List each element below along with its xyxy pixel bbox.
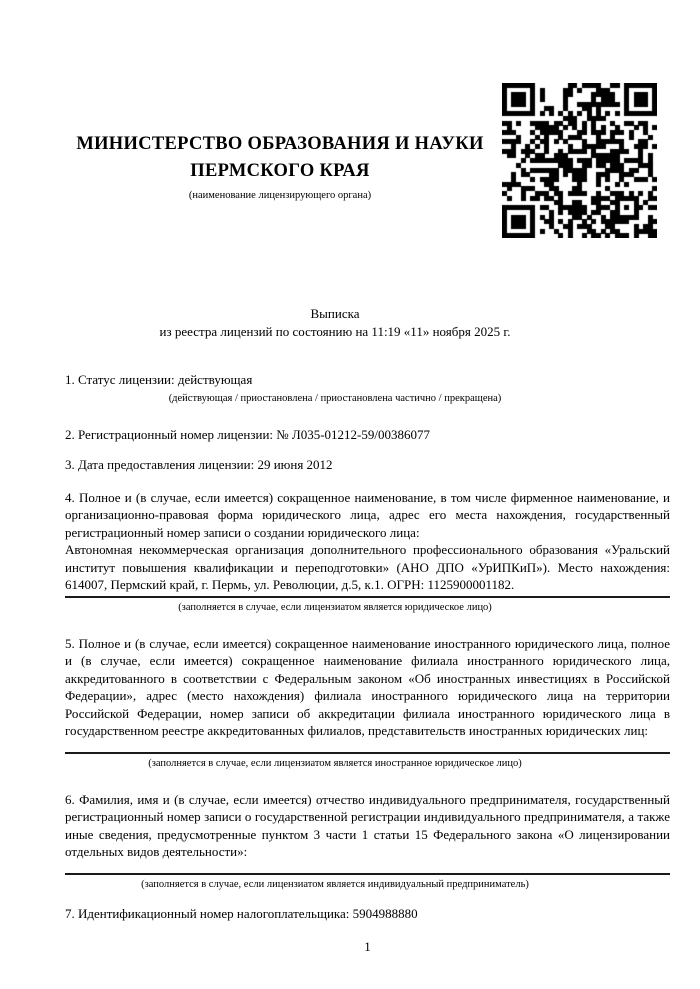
document-body	[0, 305, 700, 956]
ministry-name-line1: МИНИСТЕРСТВО ОБРАЗОВАНИЯ И НАУКИ	[76, 134, 484, 154]
page-number: 1	[364, 939, 371, 954]
registration-number-text: 2. Регистрационный номер лицензии: № Л035-01212-59/00386077	[65, 426, 431, 442]
license-date-text: 3. Дата предоставления лицензии: 29 июня 2012	[65, 457, 333, 472]
section-license-status	[65, 371, 670, 405]
foreign-entity-caption: (заполняется в случае, если лицензиатом является иностранное юридическое лицо)	[148, 757, 522, 769]
individual-entrepreneur-intro: 6. Фамилия, имя и (в случае, если имеется) отчество индивидуального предпринимателя, государственный регистрационный номер записи о государственной регистрации индивидуального предпринимателя, а также иные сведения, предусмотренные пунктом 3 части 1 статьи 15 Федерального закона «О лицензировании отдельных видов деятельности»:	[65, 791, 670, 859]
section-license-date	[65, 456, 670, 474]
foreign-entity-intro: 5. Полное и (в случае, если имеется) сокращенное наименование иностранного юридического лица, полное и (в случае, если имеется) сокращенное наименование филиала иностранного юридического лица, аккредитованного в соответствии с Федеральным законом «Об иностранных инвестициях в Российской Федерации», адрес (место нахождения) филиала иностранного юридического лица на территории Российской Федерации, номер записи об аккредитации филиала иностранного юридического лица в государственном реестре аккредитованных филиалов, представительств иностранных юридических лиц:	[65, 635, 670, 738]
license-status-text: 1. Статус лицензии: действующая	[65, 372, 253, 387]
document-title-line2: из реестра лицензий по состоянию на 11:19 «11» ноября 2025 г.	[159, 323, 511, 339]
license-status-caption: (действующая / приостановлена / приостановлена частично / прекращена)	[168, 392, 502, 404]
document-title-line1: Выписка	[310, 306, 360, 321]
qr-code-icon	[502, 83, 657, 238]
section-individual-entrepreneur	[65, 791, 670, 891]
ministry-name-line2: ПЕРМСКОГО КРАЯ	[190, 161, 370, 181]
section-legal-entity	[65, 489, 670, 614]
legal-entity-value: Автономная некоммерческая организация дополнительного профессионального образования «Уральский институт повышения квалификации и переподготовки» (АНО ДПО «УрИПКиП»). Место нахождения: 614007, Пермский край, г. Пермь, ул. Революции, д.5, к.1. ОГРН: 1125900001182.	[65, 541, 670, 598]
section-registration-number	[65, 426, 670, 444]
legal-entity-intro: 4. Полное и (в случае, если имеется) сокращенное наименование, в том числе фирменное наименование, и организационно-правовая форма юридического лица, адрес его места нахождения, государственный регистрационный номер записи о создании юридического лица:	[65, 489, 670, 540]
document-title	[65, 305, 605, 340]
section-taxpayer-id	[65, 905, 670, 923]
ministry-name-caption: (наименование лицензирующего органа)	[188, 190, 372, 201]
legal-entity-caption: (заполняется в случае, если лицензиатом является юридическое лицо)	[178, 601, 492, 613]
taxpayer-id-text: 7. Идентификационный номер налогоплательщика: 5904988880	[65, 905, 418, 921]
individual-entrepreneur-caption: (заполняется в случае, если лицензиатом является индивидуальный предприниматель)	[141, 878, 529, 890]
foreign-entity-blank-line	[65, 740, 670, 754]
licensing-authority-block	[65, 131, 495, 202]
document-header	[0, 0, 700, 238]
section-foreign-entity	[65, 635, 670, 770]
individual-entrepreneur-blank-line	[65, 861, 670, 875]
